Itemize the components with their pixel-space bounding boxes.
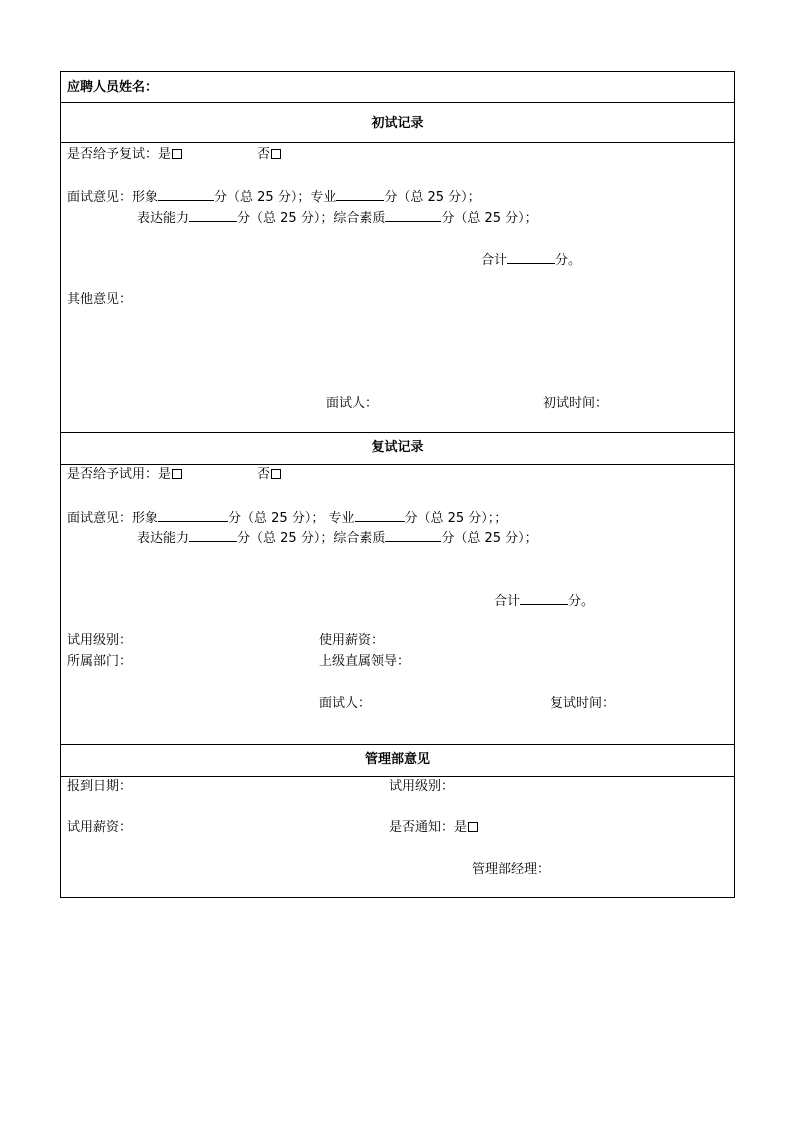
second-interview-time-label: 复试时间：: [550, 696, 616, 711]
trial-question: 是否给予试用：是: [67, 467, 182, 483]
management-title: 管理部意见: [364, 752, 430, 767]
overall-score-blank[interactable]: [385, 209, 441, 222]
first-interview-title: 初试记录: [371, 116, 424, 131]
total-score: 合计 分。: [481, 253, 582, 268]
salary-label: 使用薪资：: [319, 633, 385, 648]
image-score-blank[interactable]: [158, 509, 228, 522]
divider: [61, 142, 734, 143]
no-checkbox[interactable]: [271, 149, 281, 159]
yes-checkbox[interactable]: [468, 822, 478, 832]
no-checkbox[interactable]: [271, 469, 281, 479]
opinion-line-1: 面试意见：形象 分（总 25 分）； 专业 分（总 25 分）；；: [67, 511, 508, 526]
trial-salary-label: 试用薪资：: [67, 820, 133, 835]
divider: [61, 464, 734, 465]
divider: [61, 102, 734, 103]
department-label: 所属部门：: [67, 654, 133, 669]
opinion-line-1: 面试意见：形象 分（总 25 分）；专业 分（总 25 分）；: [67, 190, 481, 205]
total-score-blank[interactable]: [507, 251, 555, 264]
opinion-line-2: 表达能力 分（总 25 分）；综合素质 分（总 25 分）；: [137, 211, 538, 226]
total-score: 合计 分。: [494, 594, 595, 609]
overall-score-blank[interactable]: [385, 529, 441, 542]
yes-checkbox[interactable]: [172, 469, 182, 479]
second-interviewer-label: 面试人：: [319, 696, 372, 711]
major-score-blank[interactable]: [355, 509, 405, 522]
manager-label: 管理部经理：: [472, 862, 551, 877]
image-score-blank[interactable]: [158, 188, 214, 201]
expression-score-blank[interactable]: [189, 209, 237, 222]
divider: [61, 432, 734, 433]
first-interview-time-label: 初试时间：: [543, 396, 609, 411]
major-score-blank[interactable]: [336, 188, 384, 201]
second-interview-title: 复试记录: [371, 440, 424, 455]
supervisor-label: 上级直属领导：: [319, 654, 411, 669]
other-opinion-label: 其他意见：: [67, 292, 133, 307]
no-option: 否: [257, 147, 281, 163]
opinion-line-2: 表达能力 分（总 25 分）；综合素质 分（总 25 分）；: [137, 531, 538, 546]
second-round-question: 是否给予复试：是: [67, 147, 182, 163]
divider: [61, 744, 734, 745]
expression-score-blank[interactable]: [189, 529, 237, 542]
notify-option: 是否通知：是: [389, 820, 478, 836]
interview-record-form: [60, 71, 735, 898]
applicant-name-label: 应聘人员姓名：: [67, 80, 159, 95]
no-option: 否: [257, 467, 281, 483]
report-date-label: 报到日期：: [67, 779, 133, 794]
trial-level-label: 试用级别：: [67, 633, 133, 648]
total-score-blank[interactable]: [520, 592, 568, 605]
divider: [61, 776, 734, 777]
mgmt-trial-level-label: 试用级别：: [389, 779, 455, 794]
first-interviewer-label: 面试人：: [326, 396, 379, 411]
yes-checkbox[interactable]: [172, 149, 182, 159]
